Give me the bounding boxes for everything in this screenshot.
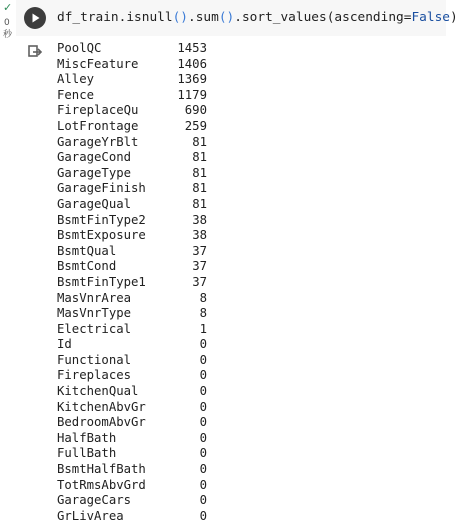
column-name: BsmtHalfBath <box>57 462 146 477</box>
execution-time-value: 0 <box>4 18 10 28</box>
output-row <box>57 275 207 291</box>
output-row <box>57 493 207 509</box>
output-row <box>57 57 207 73</box>
output-row <box>57 353 207 369</box>
column-name: Id <box>57 337 72 352</box>
column-name: BsmtExposure <box>57 228 146 243</box>
column-name: Functional <box>57 352 132 367</box>
column-name: Fence <box>57 87 95 102</box>
output-row <box>57 368 207 384</box>
null-count: 0 <box>199 337 207 352</box>
null-count: 0 <box>199 446 207 461</box>
output-row <box>57 135 207 151</box>
output-series <box>57 41 207 524</box>
null-count: 0 <box>199 493 207 508</box>
column-name: KitchenQual <box>57 384 139 399</box>
output-row <box>57 72 207 88</box>
column-name: GarageFinish <box>57 181 146 196</box>
play-icon <box>24 7 46 29</box>
column-name: Alley <box>57 72 95 87</box>
null-count: 8 <box>199 290 207 305</box>
code-paren: () <box>218 10 235 25</box>
executed-check-icon: ✓ <box>3 1 13 14</box>
null-count: 0 <box>199 415 207 430</box>
column-name: KitchenAbvGr <box>57 399 146 414</box>
null-count: 37 <box>192 243 207 258</box>
column-name: Fireplaces <box>57 368 132 383</box>
column-name: BsmtQual <box>57 243 117 258</box>
code-editor-line[interactable] <box>57 9 458 27</box>
null-count: 0 <box>199 477 207 492</box>
output-redirect-icon <box>28 45 42 59</box>
output-row <box>57 103 207 119</box>
null-count: 81 <box>192 150 207 165</box>
output-row <box>57 213 207 229</box>
null-count: 0 <box>199 430 207 445</box>
null-count: 1406 <box>177 56 207 71</box>
output-row <box>57 337 207 353</box>
output-row <box>57 244 207 260</box>
column-name: BsmtFinType2 <box>57 212 146 227</box>
output-row <box>57 478 207 494</box>
null-count: 1453 <box>177 41 207 55</box>
code-paren: () <box>172 10 188 25</box>
column-name: GrLivArea <box>57 508 124 523</box>
output-row <box>57 384 207 400</box>
null-count: 1369 <box>177 72 207 87</box>
null-count: 0 <box>199 508 207 523</box>
column-name: GarageQual <box>57 196 132 211</box>
column-name: BedroomAbvGr <box>57 415 146 430</box>
null-count: 81 <box>192 165 207 180</box>
column-name: LotFrontage <box>57 118 139 133</box>
column-name: BsmtCond <box>57 259 117 274</box>
null-count: 0 <box>199 352 207 367</box>
null-count: 81 <box>192 134 207 149</box>
output-row <box>57 41 207 57</box>
null-count: 1179 <box>177 87 207 102</box>
code-keyword: False <box>411 10 450 25</box>
execution-time-unit: 秒 <box>3 30 13 40</box>
output-row <box>57 197 207 213</box>
null-count: 0 <box>199 462 207 477</box>
code-token: .sort_values(ascending= <box>234 10 412 25</box>
output-options-icon[interactable] <box>28 44 42 58</box>
output-row <box>57 322 207 338</box>
cell-gutter <box>0 0 16 530</box>
null-count: 1 <box>199 321 207 336</box>
column-name: MasVnrType <box>57 306 132 321</box>
column-name: GarageCars <box>57 493 132 508</box>
output-row <box>57 431 207 447</box>
column-name: FireplaceQu <box>57 103 139 118</box>
output-row <box>57 415 207 431</box>
null-count: 8 <box>199 306 207 321</box>
null-count: 0 <box>199 399 207 414</box>
output-row <box>57 306 207 322</box>
output-row <box>57 509 207 525</box>
code-token: ) <box>449 10 458 25</box>
column-name: MasVnrArea <box>57 290 132 305</box>
column-name: GarageYrBlt <box>57 134 139 149</box>
output-row <box>57 400 207 416</box>
null-count: 0 <box>199 368 207 383</box>
output-row <box>57 119 207 135</box>
null-count: 37 <box>192 259 207 274</box>
column-name: FullBath <box>57 446 117 461</box>
code-token: .sum <box>188 10 219 25</box>
column-name: HalfBath <box>57 430 117 445</box>
output-row <box>57 166 207 182</box>
column-name: GarageCond <box>57 150 132 165</box>
output-row <box>57 88 207 104</box>
output-row <box>57 446 207 462</box>
code-token: df_train.isnull <box>57 10 173 25</box>
column-name: TotRmsAbvGrd <box>57 477 146 492</box>
output-row <box>57 291 207 307</box>
column-name: MiscFeature <box>57 56 139 71</box>
null-count: 81 <box>192 181 207 196</box>
column-name: Electrical <box>57 321 132 336</box>
null-count: 38 <box>192 228 207 243</box>
output-row <box>57 181 207 197</box>
null-count: 81 <box>192 196 207 211</box>
column-name: GarageType <box>57 165 132 180</box>
run-cell-button[interactable] <box>24 7 46 29</box>
output-row <box>57 259 207 275</box>
output-row <box>57 228 207 244</box>
null-count: 38 <box>192 212 207 227</box>
null-count: 37 <box>192 274 207 289</box>
output-row <box>57 462 207 478</box>
column-name: BsmtFinType1 <box>57 274 146 289</box>
null-count: 259 <box>184 118 207 133</box>
null-count: 690 <box>184 103 207 118</box>
null-count: 0 <box>199 384 207 399</box>
output-row <box>57 150 207 166</box>
column-name: PoolQC <box>57 41 102 55</box>
